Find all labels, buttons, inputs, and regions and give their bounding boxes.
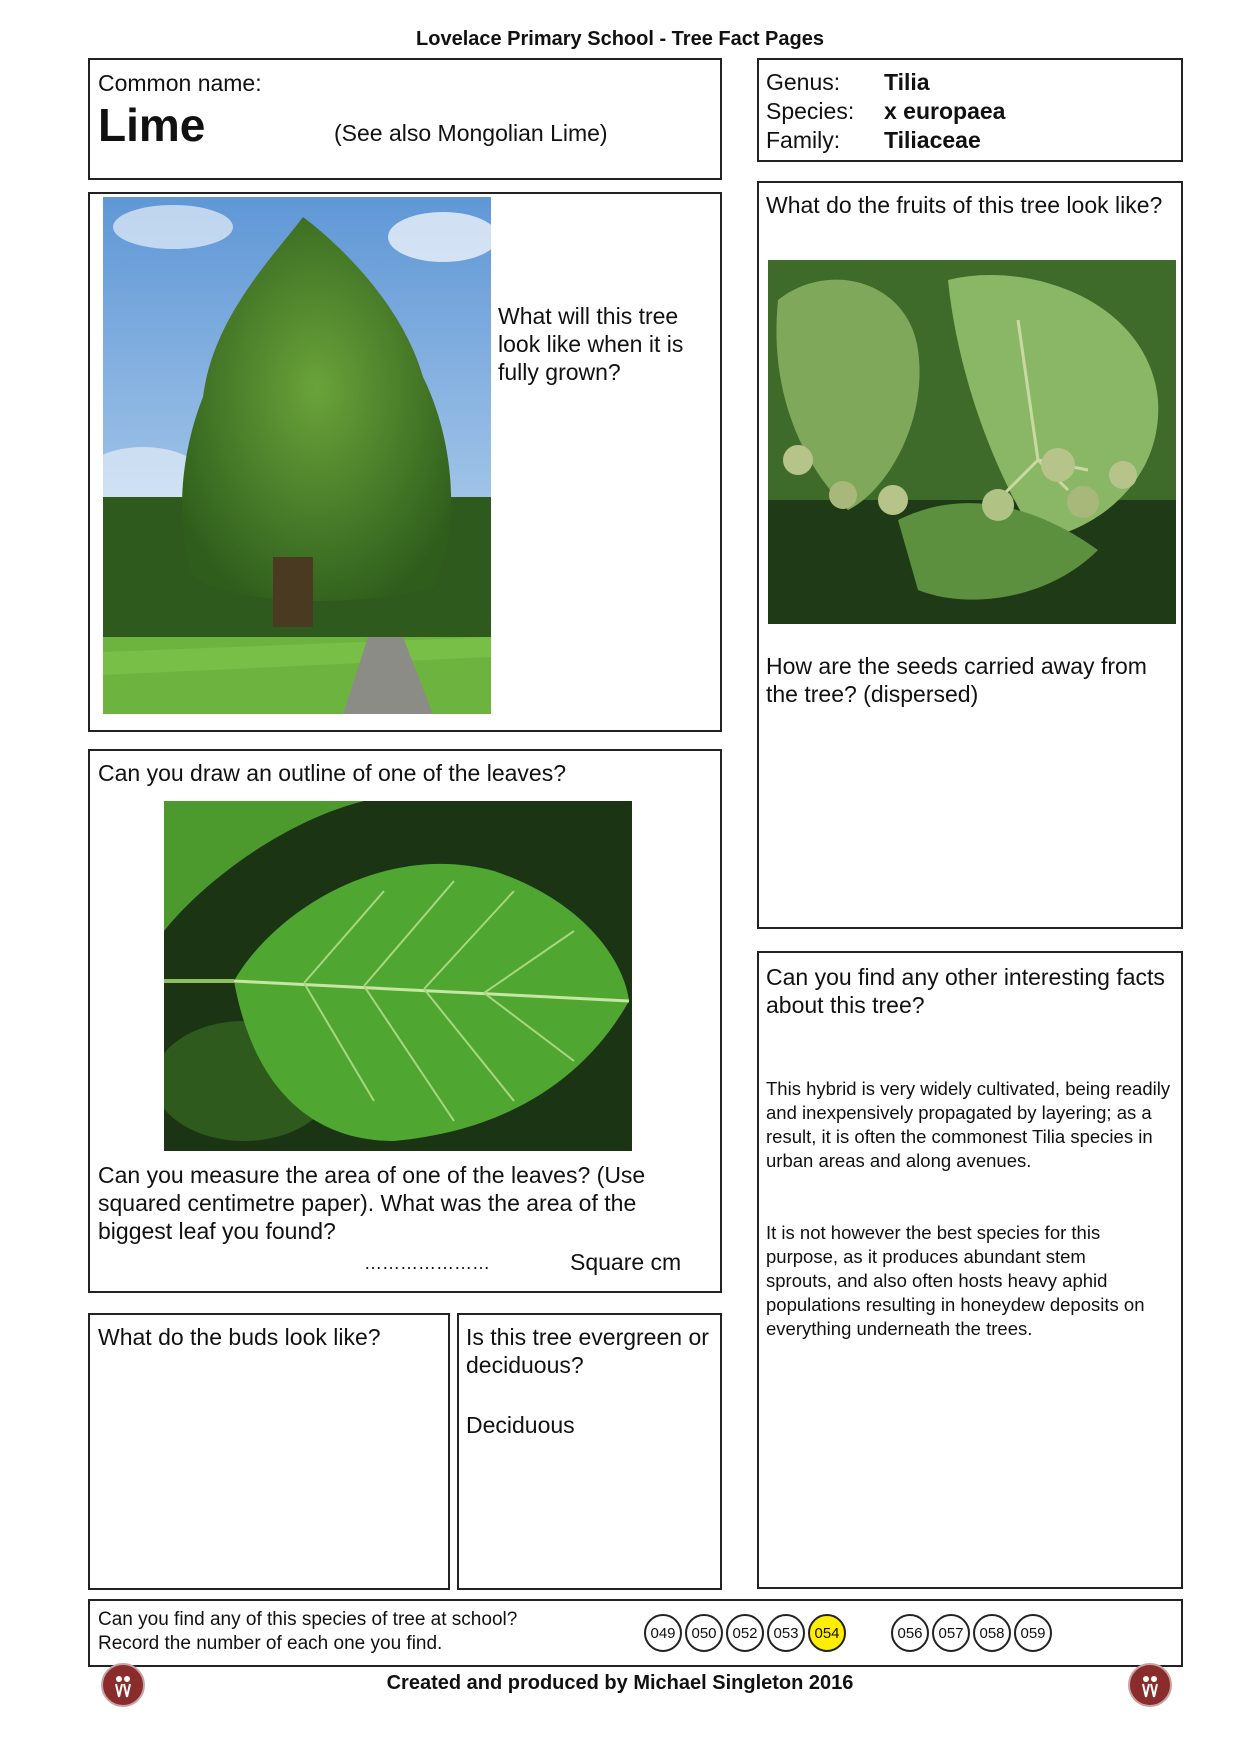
school-logo-right xyxy=(1128,1663,1172,1707)
tree-number-049[interactable]: 049 xyxy=(644,1614,682,1652)
fruit-question: What do the fruits of this tree look like? xyxy=(766,192,1163,218)
tree-photo xyxy=(103,197,491,714)
leaf-area-question: Can you measure the area of one of the leaves? (Use squared centimetre paper). What was the area of the biggest leaf you found? xyxy=(98,1162,646,1244)
species-label: Species: xyxy=(766,98,855,124)
facts-paragraph-1: This hybrid is very widely cultivated, being readily and inexpensively propagated by layering; as a result, it is often the commonest Tilia species in urban areas and along avenues. xyxy=(766,1078,1171,1171)
area-unit: Square cm xyxy=(570,1249,682,1275)
tree-number-056[interactable]: 056 xyxy=(891,1614,929,1652)
genus-value: Tilia xyxy=(884,69,930,95)
facts-question: Can you find any other interesting facts about this tree? xyxy=(766,964,1165,1018)
tree-number-058[interactable]: 058 xyxy=(973,1614,1011,1652)
tree-number-059[interactable]: 059 xyxy=(1014,1614,1052,1652)
genus-row xyxy=(766,68,1181,97)
tree-box xyxy=(88,192,722,732)
dispersal-question: How are the seeds carried away from the tree? (dispersed) xyxy=(766,653,1147,707)
find-box xyxy=(88,1599,1183,1667)
evergreen-question: Is this tree evergreen or deciduous? xyxy=(466,1324,709,1378)
common-name-label: Common name: xyxy=(98,70,262,96)
leaf-box xyxy=(88,749,722,1293)
find-line-1: Can you find any of this species of tree at school? xyxy=(98,1609,518,1630)
taxonomy-box xyxy=(757,58,1183,162)
species-value: x europaea xyxy=(884,98,1006,124)
evergreen-answer: Deciduous xyxy=(466,1412,575,1438)
credit-line: Created and produced by Michael Singleton 2016 xyxy=(386,1672,854,1694)
see-also-note: (See also Mongolian Lime) xyxy=(334,120,608,146)
tree-name: Lime xyxy=(98,99,206,151)
fruit-photo xyxy=(768,260,1176,624)
buds-question: What do the buds look like? xyxy=(98,1324,381,1350)
answer-dots: ………………… xyxy=(364,1253,490,1273)
find-line-2: Record the number of each one you find. xyxy=(98,1633,443,1654)
buds-box xyxy=(88,1313,450,1590)
facts-box xyxy=(757,951,1183,1589)
species-row xyxy=(766,97,1181,126)
family-row xyxy=(766,126,1181,155)
tree-number-052[interactable]: 052 xyxy=(726,1614,764,1652)
tree-number-050[interactable]: 050 xyxy=(685,1614,723,1652)
leaf-outline-question: Can you draw an outline of one of the leaves? xyxy=(98,760,566,786)
leaf-photo xyxy=(164,801,632,1151)
tree-number-054-current[interactable]: 054 xyxy=(808,1614,846,1652)
common-name-box xyxy=(88,58,722,180)
page-title: Lovelace Primary School - Tree Fact Pages xyxy=(416,28,824,50)
facts-paragraph-2: It is not however the best species for this purpose, as it produces abundant stem sprouts, and also often hosts heavy aphid populations resulting in honeydew deposits on everything underneath the trees. xyxy=(766,1222,1145,1339)
genus-label: Genus: xyxy=(766,69,841,95)
tree-number-053[interactable]: 053 xyxy=(767,1614,805,1652)
divider xyxy=(88,178,722,180)
family-label: Family: xyxy=(766,127,841,153)
fully-grown-question: What will this tree look like when it is fully grown? xyxy=(498,303,684,385)
tree-number-057[interactable]: 057 xyxy=(932,1614,970,1652)
fruit-box xyxy=(757,181,1183,929)
family-value: Tiliaceae xyxy=(884,127,981,153)
evergreen-box xyxy=(457,1313,722,1590)
